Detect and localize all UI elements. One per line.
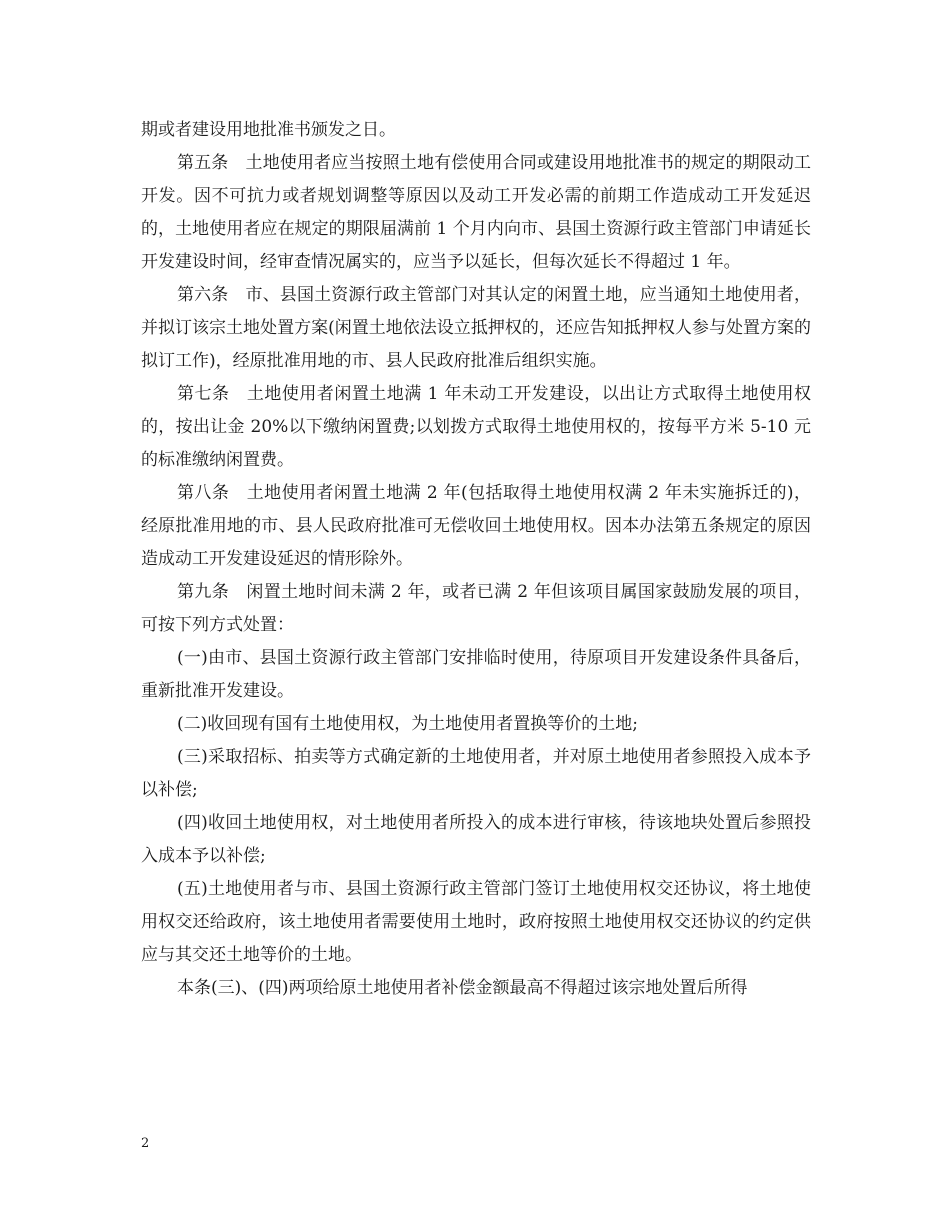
paragraph-article-6: 第六条 市、县国土资源行政主管部门对其认定的闲置土地，应当通知土地使用者，并拟订该宗土地处置方案(闲置土地依法设立抵押权的，还应告知抵押权人参与处置方案的拟订工作)，经原批准用地的市、县人民政府批准后组织实施。 bbox=[141, 285, 811, 371]
paragraph-article-8: 第八条 土地使用者闲置土地满 2 年(包括取得土地使用权满 2 年未实施拆迁的)，经原批准用地的市、县人民政府批准可无偿收回土地使用权。因本办法第五条规定的原因造成动工开发建设延迟的情形除外。 bbox=[141, 483, 811, 569]
paragraph-article-7: 第七条 土地使用者闲置土地满 1 年未动工开发建设，以出让方式取得土地使用权的，按出让金 20%以下缴纳闲置费;以划拨方式取得土地使用权的，按每平方米 5-10 元的标准缴纳闲置费。 bbox=[141, 384, 811, 470]
paragraph-item-3: (三)采取招标、拍卖等方式确定新的土地使用者，并对原土地使用者参照投入成本予以补偿; bbox=[141, 747, 811, 800]
paragraph-article-9: 第九条 闲置土地时间未满 2 年，或者已满 2 年但该项目属国家鼓励发展的项目，可按下列方式处置： bbox=[141, 582, 811, 635]
paragraph-compensation: 本条(三)、(四)两项给原土地使用者补偿金额最高不得超过该宗地处置后所得 bbox=[177, 978, 748, 998]
paragraph-item-4: (四)收回土地使用权，对土地使用者所投入的成本进行审核，待该地块处置后参照投入成本予以补偿; bbox=[141, 813, 811, 866]
page-number: 2 bbox=[141, 1136, 150, 1151]
paragraph-continuation: 期或者建设用地批准书颁发之日。 bbox=[141, 120, 396, 140]
paragraph-item-1: (一)由市、县国土资源行政主管部门安排临时使用，待原项目开发建设条件具备后，重新批准开发建设。 bbox=[141, 648, 811, 701]
paragraph-item-2: (二)收回现有国有土地使用权，为土地使用者置换等价的土地; bbox=[177, 714, 638, 734]
paragraph-article-5: 第五条 土地使用者应当按照土地有偿使用合同或建设用地批准书的规定的期限动工开发。因不可抗力或者规划调整等原因以及动工开发必需的前期工作造成动工开发延迟的，土地使用者应在规定的期限届满前 1 个月内向市、县国土资源行政主管部门申请延长开发建设时间，经审查情况属实的，应当予以延长，但每次延长不得超过 1 年。 bbox=[141, 153, 811, 272]
document-body bbox=[141, 114, 811, 1005]
paragraph-item-5: (五)土地使用者与市、县国土资源行政主管部门签订土地使用权交还协议，将土地使用权交还给政府，该土地使用者需要使用土地时，政府按照土地使用权交还协议的约定供应与其交还土地等价的土地。 bbox=[141, 879, 811, 965]
